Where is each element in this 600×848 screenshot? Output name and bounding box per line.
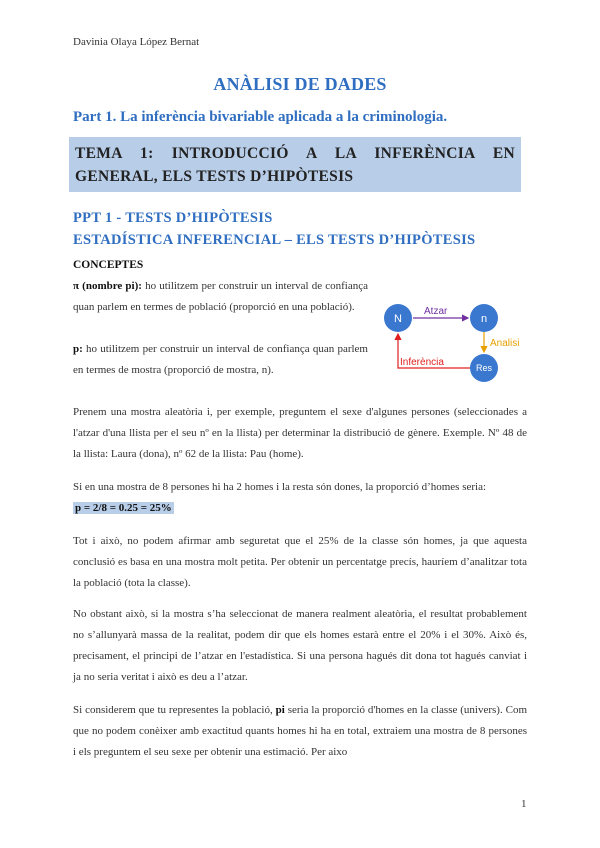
paragraph-2-text: Si en una mostra de 8 persones hi ha 2 homes i la resta són dones, la proporció d’homes seria: [73,481,487,493]
ppt-heading: PPT 1 - TESTS D’HIPÒTESIS [73,210,273,226]
tema-heading: TEMA 1: INTRODUCCIÓ A LA INFERÈNCIA EN GENERAL, ELS TESTS D’HIPÒTESIS [75,145,515,185]
paragraph-3: Tot i això, no podem afirmar amb seguretat que el 25% de la classe són homes, ja que aquesta conclusió es basa en una mostra molt petita. Per obtenir un percentatge precís, hauríem d’analitzar tota la població (tota la classe). [73,535,527,589]
paragraph-5-text-b: seria la proporció d'homes en la classe (univers). Com que no podem conèixer amb exactitud quants homes hi ha en total, extraiem una mostra de 8 persones i els preguntem el seu sexe per obtenir una estimació. Per aixo [73,704,528,758]
node-N-label: N [394,313,402,325]
concept-pi [73,276,368,318]
paragraph-4: No obstant això, si la mostra s’ha seleccionat de manera realment aleatòria, el resultat probablement no s’allunyarà massa de la realitat, podem dir que els homes estarà entre el 20% i el 30%. Això és, precisament, el principi de l’atzar en l'estadística. Si una persona hagués dit dona tot hagués canviat i ja no seria veritat i això es deu a l’atzar. [73,608,527,683]
conceptes-label: CONCEPTES [73,259,144,271]
paragraph-2 [73,477,527,519]
page-number: 1 [521,798,527,810]
atzar-label: Atzar [424,306,448,317]
concept-pi-text: ho utilitzem per construir un interval de confiança quan parlem en termes de població (proporció en una població). [73,280,369,313]
node-n-label: n [480,313,488,325]
concept-p-term: p: [73,343,83,355]
paragraph-5-pi: pi [275,704,285,716]
tema-heading-box [69,137,521,192]
analisi-label: Analisi [490,338,520,349]
document-title: ANÀLISI DE DADES [213,74,387,94]
concept-p-text: ho utilitzem per construir un interval de confiança quan parlem en termes de mostra (proporció de mostra, n). [73,343,368,376]
author-header: Davinia Olaya López Bernat [73,36,200,48]
concept-pi-term: π (nombre pi): [73,280,142,292]
paragraph-1: Prenem una mostra aleatòria i, per exemple, preguntem el sexe d'algunes persones (seleccionades a l'atzar d'una llista per el seu nº en la llista) per determinar la distribució de gènere. Exemple. Nº 48 de la llista: Laura (dona), nº 62 de la llista: Pau (home). [73,406,527,460]
proportion-formula: p = 2/8 = 0.25 = 25% [75,502,172,514]
paragraph-5 [73,700,527,763]
node-res-label: Res [475,363,493,373]
part-heading: Part 1. La inferència bivariable aplicada a la criminologia. [73,109,448,125]
paragraph-5-text-a: Si considerem que tu representes la població, [73,704,276,716]
section-heading: ESTADÍSTICA INFERENCIAL – ELS TESTS D’HIPÒTESIS [73,232,476,248]
concept-p [73,339,368,381]
inferencia-label: Inferència [400,357,444,368]
inference-diagram [380,294,530,382]
